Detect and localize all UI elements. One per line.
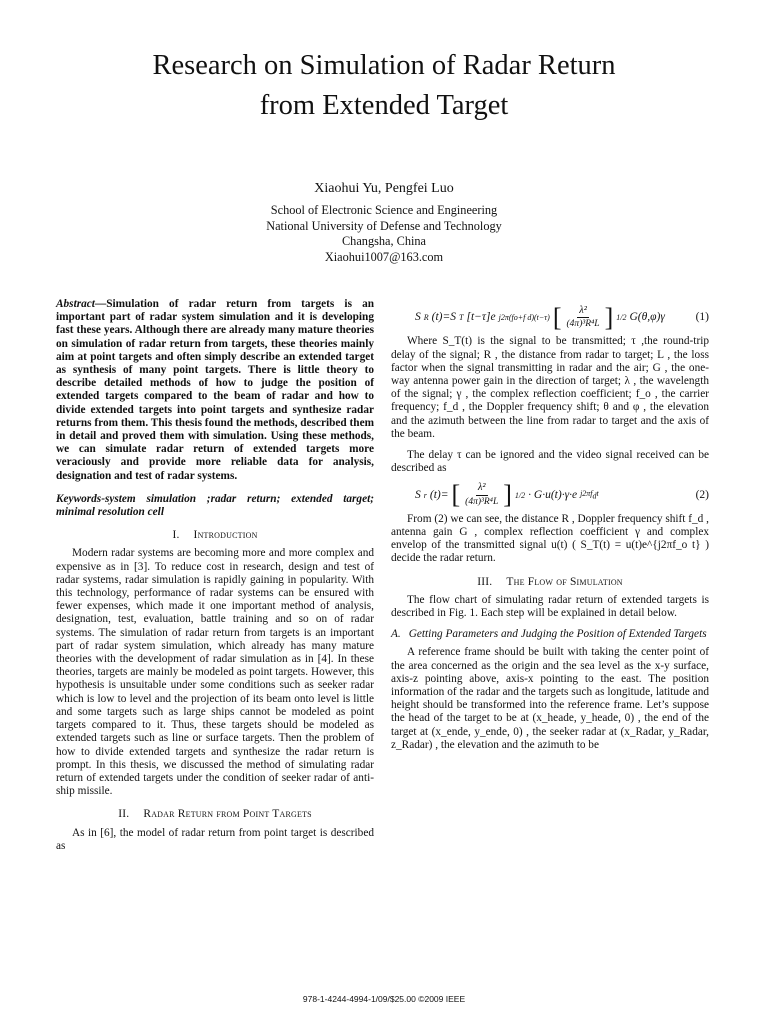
equation-2-number: (2) — [695, 488, 709, 501]
eq1-exponent: j2π(fo+f d)(t−τ) — [498, 313, 550, 323]
eq2-lhs-sub: r — [423, 490, 427, 500]
abstract-text: Simulation of radar return from targets is an important part of radar system simulation and it is developing fast these years. Although there are already many mature theories on simulation of radar return from targets, these theories mainly aim at point targets and often simply describe an extended target as synthesis of many point targets. There is little theory to describe detailed methods of how to judge the position of extended targets compared to the beam of radar and how to divide extended targets into point targets and synthesize radar returns from them. This thesis found the methods, described them in detail and proved them with simulation. Using these methods, we can simulate radar return of extended targets more veraciously and provide more reliable data for analysis, designation and test of radar systems. — [56, 298, 374, 482]
eq1-lhs-sub: R — [423, 313, 429, 323]
section-number: III. — [477, 575, 493, 588]
eq1-tail: G(θ,φ)γ — [629, 311, 665, 324]
where-paragraph: Where S_T(t) is the signal to be transmitted; τ ,the round-trip delay of the signal; R , the distance from radar to target; L , the loss factor when the signal transmitting in radar and the air; G , the one-way antenna power gain in the direction of target; λ , the wavelength of the signal; γ , the complex reflection coefficient; f_o , the carrier frequency; f_d , the Doppler frequency shift; θ and φ , the elevation and the azimuth between the line from radar to target and the axis of the beam. — [391, 335, 709, 440]
eq2-fraction — [463, 481, 500, 508]
subsection-title: Getting Parameters and Judging the Position of Extended Targets — [408, 628, 707, 641]
right-column — [391, 298, 709, 752]
eq1-numerator: λ² — [577, 304, 589, 318]
affiliation — [60, 203, 708, 265]
left-bracket: [ — [451, 480, 461, 510]
eq2-exponent: $j2\pi f_dt$ — [580, 489, 599, 501]
eq1-arg: [t−τ]e — [466, 311, 496, 324]
radar-return-paragraph: As in [6], the model of radar return from point target is described as — [56, 826, 374, 852]
eq1-fraction — [565, 304, 602, 331]
section-number: II. — [118, 808, 130, 821]
equation-2 — [391, 481, 709, 508]
flow-paragraph: The flow chart of simulating radar return of extended targets is described in Fig. 1. Each step will be explained in detail below. — [391, 593, 709, 620]
subsection-heading-a — [391, 628, 709, 641]
eq2-tail: · G·u(t)·γ·e — [528, 488, 578, 501]
subsection-label: A. — [391, 628, 401, 641]
equation-2-expression — [391, 481, 599, 508]
introduction-paragraph: Modern radar systems are becoming more and more complex and expensive as in [3]. To reduce cost in research, design and test of radar systems, radar simulation is rapidly gaining in popularity. With this technology, performance of radar systems can be ensured with fewer expenses, which made it one important method of analysis, designation, test, evaluation, battle training and so on of radar systems. The simulation of radar return from targets is an important part of radar system simulation, which already has many mature theories with the development of radar simulation as in [4]. In these theories, targets are mainly be modeled as point targets. However, this hypothesis is unsuitable under some conditions such as seeker radar which is low to level and the projection of its beam onto level is little and some targets such as large ships cannot be modeled as point targets compared to it. Thus, these targets should be modeled as extended targets such as line or surface targets. Then the problem of how to divide extended targets and synthesize the radar return is prompt. In this thesis, we discussed the method of simulating radar return of extended targets under the condition of seeker radar of anti-ship missile. — [56, 547, 374, 798]
eq1-mid-sub: T — [459, 313, 464, 323]
delay-paragraph: The delay τ can be ignored and the video signal received can be described as — [391, 449, 709, 475]
abstract-lead: Abstract — [56, 298, 95, 310]
left-column — [56, 298, 374, 853]
equation-1-expression — [391, 304, 665, 331]
keywords: Keywords-system simulation ;radar return; extended target; minimal resolution cell — [56, 492, 374, 519]
eq2-numerator: λ² — [476, 481, 488, 495]
eq1-lhs: S — [415, 311, 421, 324]
copyright-footer: 978-1-4244-4994-1/09/$25.00 ©2009 IEEE — [302, 994, 466, 1004]
title-line-2: from Extended Target — [259, 90, 509, 121]
authors: Xiaohui Yu, Pengfei Luo — [314, 181, 454, 196]
equation-1-number: (1) — [695, 311, 709, 324]
abstract-dash: — — [94, 298, 107, 310]
author-email[interactable]: Xiaohui1007@163.com — [324, 249, 444, 264]
section-title: The Flow of Simulation — [506, 575, 623, 588]
paper-title — [60, 46, 708, 126]
abstract — [56, 298, 374, 483]
title-line-1: Research on Simulation of Radar Return — [152, 50, 616, 81]
eq1-power: 1/2 — [616, 313, 627, 323]
eq2-power: 1/2 — [514, 490, 526, 500]
equation-1 — [391, 304, 709, 331]
section-heading-flow-of-simulation — [391, 576, 709, 589]
affiliation-school: School of Electronic Science and Engineering — [270, 203, 498, 217]
eq2-denominator: (4π)³R⁴L — [465, 496, 499, 507]
from-eq2-paragraph: From (2) we can see, the distance R , Doppler frequency shift f_d , antenna gain G , complex reflection coefficient γ and complex envelop of the transmitted signal u(t) ( S_T(t) = u(t)e^{j2πf_o t} ) decide the radar return. — [391, 512, 709, 565]
right-bracket: ] — [503, 480, 512, 510]
section-heading-radar-return — [56, 808, 374, 821]
section-heading-introduction — [56, 529, 374, 542]
right-bracket: ] — [604, 302, 614, 332]
subsection-a-paragraph: A reference frame should be built with taking the center point of the area concerned as the origin and the sea level as the x-y surface, axis-z pointing above, axis-x pointing to the east. The position information of the radar and the targets such as longitude, latitude and height should be transformed into the reference frame. Let’s suppose the head of the target to be at (x_heade, y_heade, 0) , the end of the target at (x_ende, y_ende, 0) , the seeker radar at (x_Radar, y_Radar, z_Radar) , the elevation and the azimuth to be — [391, 646, 709, 751]
section-title: Introduction — [193, 529, 258, 542]
affiliation-university: National University of Defense and Technology — [266, 218, 502, 233]
eq1-denominator: (4π)³R⁴L — [566, 319, 600, 330]
eq2-lhs: S — [415, 488, 421, 501]
eq2-mid: (t)= — [429, 488, 449, 501]
eq1-mid: (t)=S — [431, 311, 457, 324]
section-title: Radar Return from Point Targets — [143, 808, 312, 821]
left-bracket: [ — [552, 302, 562, 332]
affiliation-city: Changsha, China — [341, 234, 427, 249]
section-number: I. — [172, 529, 180, 542]
